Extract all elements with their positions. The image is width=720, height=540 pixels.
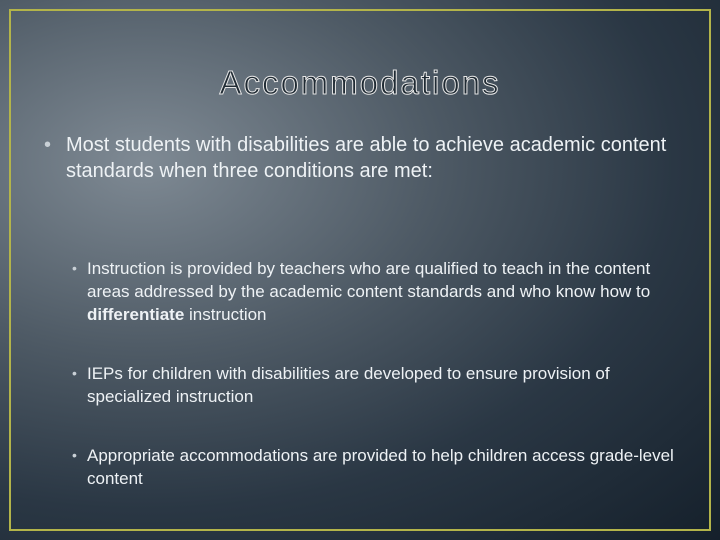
sub-bullet-instruction [72, 257, 687, 326]
main-bullet [44, 132, 684, 184]
bullet-icon: • [72, 260, 77, 276]
main-bullet-text: Most students with disabilities are able to achieve academic content standards when three conditions are met: [66, 134, 667, 182]
bullet-icon: • [44, 134, 52, 156]
sub-bullet-text-part: instruction [184, 305, 267, 324]
sub-bullet-text: IEPs for children with disabilities are developed to ensure provision of specialized instruction [87, 364, 610, 406]
sub-bullet-accommodations [72, 444, 687, 490]
bullet-icon: • [72, 447, 77, 463]
sub-bullet-text: Appropriate accommodations are provided to help children access grade-level content [87, 446, 674, 488]
sub-bullet-text-part: Instruction is provided by teachers who are qualified to teach in the content areas addressed by the academic content standards and who know how to [87, 259, 651, 301]
sub-bullet-ieps [72, 362, 687, 408]
sub-bullet-bold-term: differentiate [87, 305, 185, 324]
bullet-icon: • [72, 365, 77, 381]
slide-title: Accommodations [219, 64, 501, 101]
sub-bullet-text [72, 257, 687, 326]
